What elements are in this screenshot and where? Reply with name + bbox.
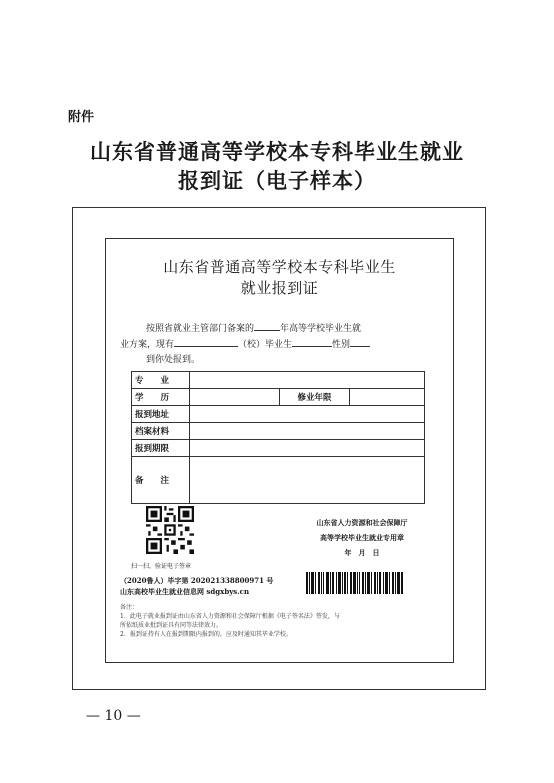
report-address-label: 报到地址 [132,406,190,423]
qr-caption: 扫一扫，验证电子签章 [131,563,192,570]
note-2: 2．报到证持有人在报到期限内报到的，应及时通知其毕业学校。 [120,631,292,638]
report-period-label: 报到期限 [132,440,190,457]
page-number: — 10 — [86,708,141,724]
note-1: 1．此电子就业报到证由山东省人力资源和社会保障厅根据《电子签名法》签发，与 [120,613,340,620]
table-row [132,372,425,389]
certificate-title-line2: 就业报到证 [240,279,319,297]
major-value [190,372,425,389]
certificate-info-table [131,371,425,504]
barcode [306,572,403,594]
report-period-value [190,440,425,457]
education-value [190,389,280,406]
certificate-notes [120,603,340,639]
document-title-line2: 报到证（电子样本） [178,168,376,193]
document-title-line1: 山东省普通高等学校本专科毕业生就业 [90,139,464,164]
official-seal-block [302,515,422,560]
table-row [132,389,425,406]
verification-qr-code[interactable] [146,506,194,554]
body-text: （校）毕业生 [238,340,293,350]
remarks-label: 备 注 [132,457,190,504]
seal-date: 年 月 日 [344,548,380,557]
certificate-body-line3 [146,352,200,365]
archive-materials-value [190,423,425,440]
note-1-continued: 所依纸质业批到证具有同等法律效力。 [120,622,223,629]
attachment-label: 附件 [68,110,95,125]
table-row [132,406,425,423]
certificate-number: （2020鲁人）毕字第 202021338800971 号 [120,576,274,585]
seal-issuer: 山东省人力资源和社会保障厅 [316,518,408,527]
table-row [132,440,425,457]
certificate [105,238,454,663]
years-value [350,389,425,406]
report-address-value [190,406,425,423]
years-label: 修业年限 [280,389,350,406]
table-row [132,457,425,504]
seal-name: 高等学校毕业生就业专用章 [320,533,404,542]
certificate-body-line1 [146,321,361,334]
table-row [132,423,425,440]
info-website: 山东高校毕业生就业信息网 sdgxbys.cn [120,587,250,596]
archive-materials-label: 档案材料 [132,423,190,440]
certificate-title-line1: 山东省普通高等学校本专科毕业生 [163,258,396,276]
year-blank [254,322,280,331]
body-text: 到你处报到。 [146,355,201,365]
name-blank [292,338,332,347]
major-label: 专 业 [132,372,190,389]
remarks-value [190,457,425,504]
body-text: 年高等学校毕业生就 [280,324,362,334]
certificate-body-line2 [120,337,370,350]
body-text: 业方案，现有 [120,340,175,350]
body-text: 按照省就业主管部门备案的 [146,324,255,334]
education-label: 学 历 [132,389,190,406]
body-text: 性别 [332,340,351,350]
school-blank [174,338,238,347]
notes-heading: 备注： [120,604,139,611]
gender-blank [350,338,370,347]
